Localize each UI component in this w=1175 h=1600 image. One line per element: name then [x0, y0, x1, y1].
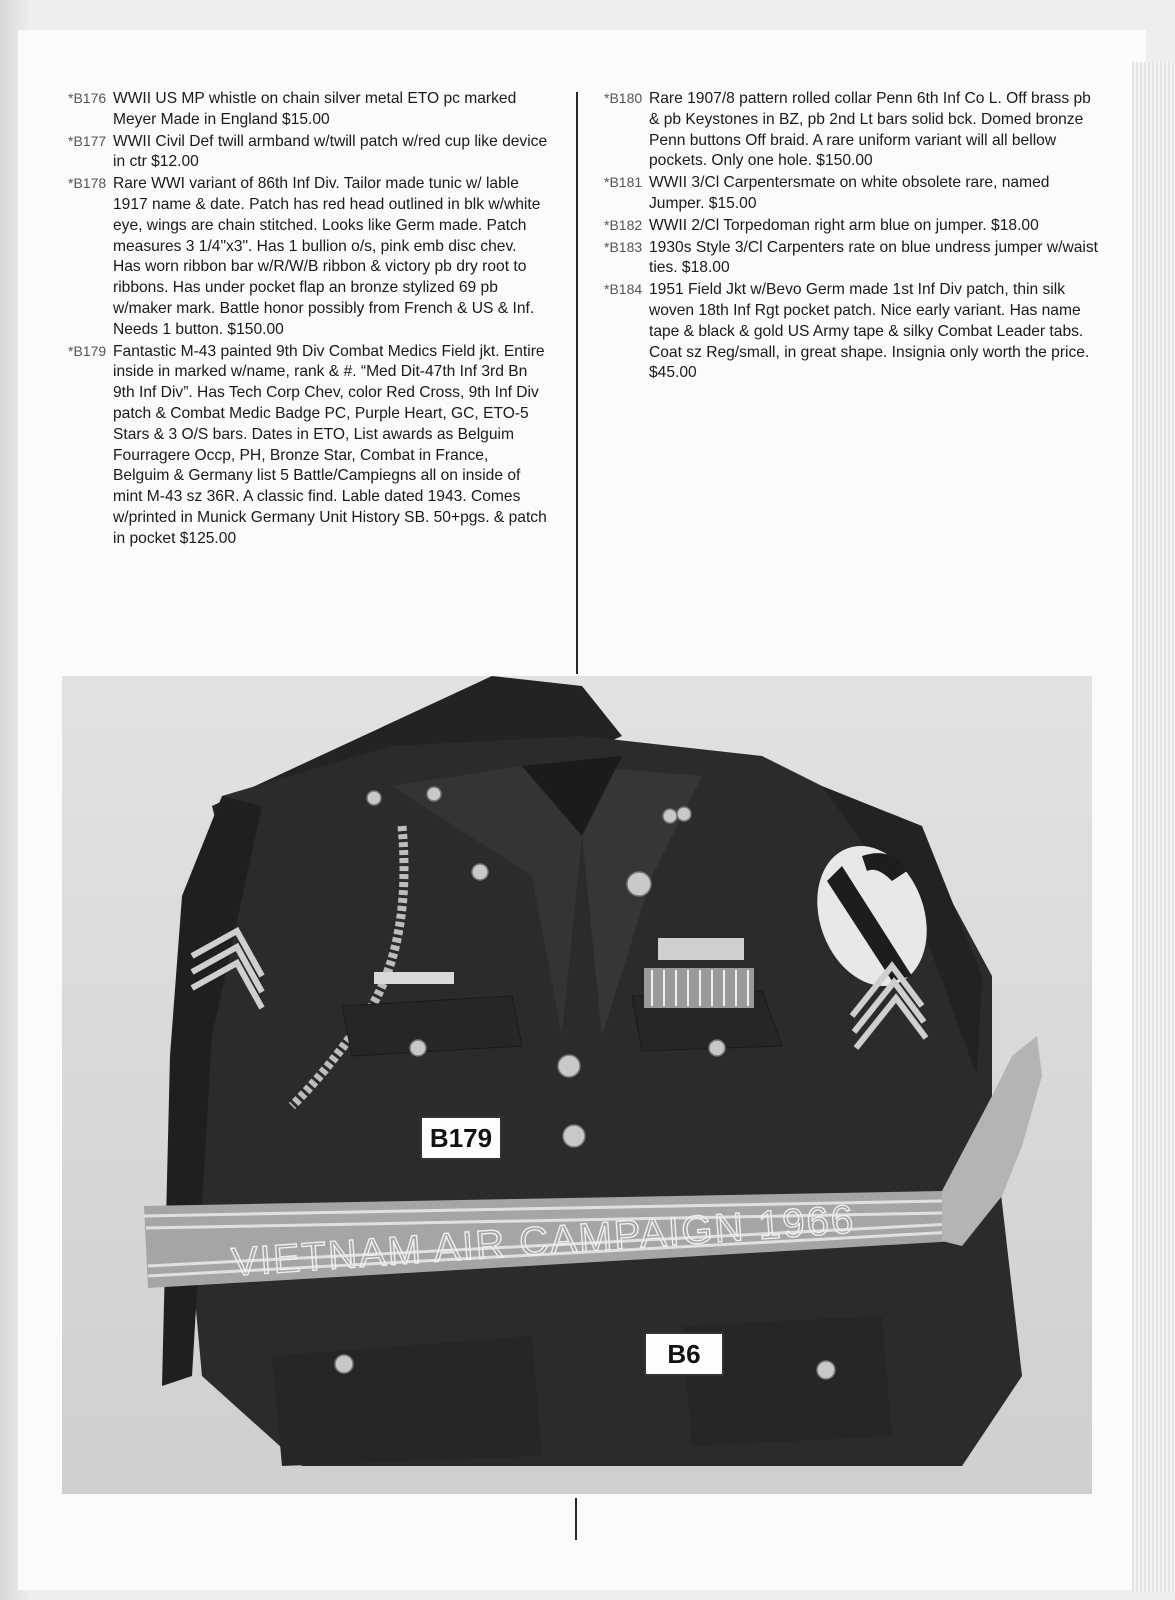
left-text-column: [68, 88, 548, 550]
left-breast-pocket-flap: [342, 996, 522, 1056]
catalog-entry-b178: [68, 173, 548, 340]
lot-number: *B180: [604, 90, 643, 106]
right-text-column: [604, 88, 1104, 384]
lot-tag-b6: B6: [644, 1332, 724, 1376]
lot-number: *B184: [604, 281, 643, 298]
bottom-divider: [575, 1498, 577, 1540]
lot-number: *B179: [68, 342, 107, 359]
lot-description: WWII US MP whistle on chain silver metal ETO pc marked Meyer Made in England $15.00: [113, 90, 517, 128]
lot-description: Rare WWI variant of 86th Inf Div. Tailor made tunic w/ lable 1917 name & date. Patch has red head outlined in blk w/white eye, wings are chain stitched. Looks like Germ made. Patch measures 3 1/4"x3". Has 1 bullion o/s, pink emb disc chev. Has worn ribbon bar w/R/W/B ribbon & victory pb dry root to ribbons. Has under pocket flap an bronze stylized 69 pb w/maker mark. Battle honor possibly from French & US & Inf. Needs 1 button. $150.00: [113, 175, 541, 338]
catalog-entry-b177: [68, 131, 548, 174]
column-divider: [576, 92, 578, 674]
page-edge-stack: [1132, 62, 1175, 1592]
jacket-illustration: [62, 676, 1092, 1494]
lot-description: 1930s Style 3/Cl Carpenters rate on blue undress jumper w/waist ties. $18.00: [649, 238, 1098, 277]
catalog-entry-b179: [68, 341, 548, 550]
catalog-entry-b180: [604, 88, 1104, 172]
lot-description: Rare 1907/8 pattern rolled collar Penn 6th Inf Co L. Off brass pb & pb Keystones in BZ, pb 2nd Lt bars solid bck. Domed bronze Penn buttons Off braid. A rare uniform variant will all bellow pockets. Only one hole. $150.00: [649, 90, 1091, 170]
lower-left-pocket: [272, 1336, 542, 1466]
lot-number: *B178: [68, 175, 107, 192]
lot-description: WWII Civil Def twill armband w/twill patch w/red cup like device in ctr $12.00: [113, 132, 548, 171]
lot-number: *B182: [604, 216, 643, 233]
combat-infantry-badge: [658, 938, 744, 960]
lot-description: WWII 2/Cl Torpedoman right arm blue on jumper. $18.00: [649, 216, 1039, 234]
lot-description: Fantastic M-43 painted 9th Div Combat Medics Field jkt. Entire inside in marked w/name, rank & #. “Med Dit-47th Inf 3rd Bn 9th Inf Div”. Has Tech Corp Chev, color Red Cross, 9th Inf Div patch & Combat Medic Badge PC, Purple Heart, GC, ETO-5 Stars & 3 O/S bars. Dates in ETO, List awards as Belguim Fourragere Occp, PH, Bronze Star, Combat in France, Belguim & Germany list 5 Battle/Campiegns all on inside of mint M-43 sz 36R. A classic find. Lable dated 1943. Comes w/printed in Munick Germany Unit History SB. 50+pgs. & patch in pocket $125.00: [113, 342, 547, 547]
lot-number: *B181: [604, 174, 643, 191]
catalog-entry-b176: [68, 88, 548, 131]
ribbon-bar-left: [374, 972, 454, 984]
uniform-photo: [62, 676, 1092, 1494]
streamer-label: VIETNAM AIR CAMPAIGN 1966: [230, 1197, 857, 1285]
catalog-entry-b181: [604, 172, 1104, 215]
lot-number: *B176: [68, 90, 107, 106]
lot-tag-b179: B179: [420, 1116, 502, 1160]
lot-description: 1951 Field Jkt w/Bevo Germ made 1st Inf Div patch, thin silk woven 18th Inf Rgt pocket patch. Nice early variant. Has name tape & black & gold US Army tape & silky Combat Leader tabs. Coat sz Reg/small, in great shape. Insignia only worth the price. $45.00: [649, 281, 1090, 382]
catalog-entry-b184: [604, 279, 1104, 384]
lot-number: *B177: [68, 132, 107, 149]
catalog-entry-b183: [604, 237, 1104, 280]
lot-number: *B183: [604, 238, 643, 255]
catalog-entry-b182: [604, 215, 1104, 237]
lot-description: WWII 3/Cl Carpentersmate on white obsolete rare, named Jumper. $15.00: [649, 174, 1050, 212]
